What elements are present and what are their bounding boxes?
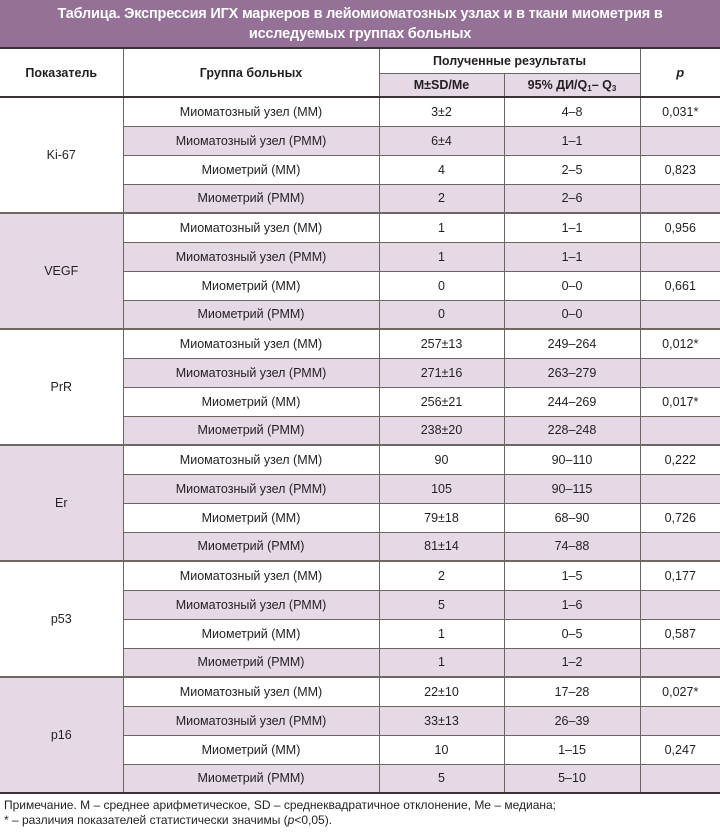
p-value-cell: 0,031* — [640, 97, 720, 126]
note-line-2 — [4, 813, 716, 828]
p-value-cell — [640, 242, 720, 271]
msd-cell: 0 — [379, 271, 504, 300]
msd-cell: 33±13 — [379, 706, 504, 735]
p-value-cell: 0,247 — [640, 735, 720, 764]
marker-cell: Er — [0, 445, 123, 561]
table-row — [0, 677, 720, 706]
group-cell: Миометрий (ММ) — [123, 387, 379, 416]
note-line-1: Примечание. M – среднее арифметическое, SD – среднеквадратичное отклонение, Me – медиана; — [4, 798, 556, 812]
msd-cell: 2 — [379, 561, 504, 590]
marker-group — [0, 445, 720, 561]
group-cell: Миоматозный узел (РММ) — [123, 358, 379, 387]
p-value-cell — [640, 358, 720, 387]
table-note — [0, 794, 720, 828]
p-value-cell: 0,177 — [640, 561, 720, 590]
msd-cell: 22±10 — [379, 677, 504, 706]
p-value-cell — [640, 474, 720, 503]
msd-cell: 3±2 — [379, 97, 504, 126]
msd-cell: 238±20 — [379, 416, 504, 445]
msd-cell: 5 — [379, 590, 504, 619]
group-cell: Миометрий (РММ) — [123, 648, 379, 677]
p-value-cell: 0,823 — [640, 155, 720, 184]
table-row — [0, 561, 720, 590]
msd-cell: 79±18 — [379, 503, 504, 532]
p-value-cell: 0,726 — [640, 503, 720, 532]
ci-cell: 249–264 — [504, 329, 640, 358]
msd-cell: 4 — [379, 155, 504, 184]
ci-cell: 26–39 — [504, 706, 640, 735]
msd-cell: 90 — [379, 445, 504, 474]
p-value-cell: 0,012* — [640, 329, 720, 358]
group-cell: Миоматозный узел (РММ) — [123, 126, 379, 155]
ci-cell: 1–1 — [504, 242, 640, 271]
msd-cell: 257±13 — [379, 329, 504, 358]
marker-cell: VEGF — [0, 213, 123, 329]
group-cell: Миометрий (ММ) — [123, 735, 379, 764]
msd-cell: 271±16 — [379, 358, 504, 387]
group-cell: Миометрий (РММ) — [123, 300, 379, 329]
group-cell: Миоматозный узел (РММ) — [123, 706, 379, 735]
table-title: Таблица. Экспрессия ИГХ маркеров в лейомиоматозных узлах и в ткани миометрия в исследуемых группах больных — [0, 0, 720, 47]
results-table — [0, 47, 720, 794]
marker-cell: PrR — [0, 329, 123, 445]
p-value-cell — [640, 184, 720, 213]
ci-cell: 0–0 — [504, 271, 640, 300]
header-msd: M±SD/Me — [379, 73, 504, 97]
p-value-cell — [640, 532, 720, 561]
group-cell: Миометрий (РММ) — [123, 532, 379, 561]
msd-cell: 81±14 — [379, 532, 504, 561]
header-group: Группа больных — [123, 48, 379, 97]
marker-group — [0, 213, 720, 329]
msd-cell: 10 — [379, 735, 504, 764]
p-value-cell: 0,222 — [640, 445, 720, 474]
note-line-2-text: * – различия показателей статистически значимы ( — [4, 813, 288, 827]
group-cell: Миометрий (ММ) — [123, 271, 379, 300]
marker-cell: p53 — [0, 561, 123, 677]
p-value-cell — [640, 648, 720, 677]
ci-cell: 90–110 — [504, 445, 640, 474]
p-value-cell: 0,027* — [640, 677, 720, 706]
ci-cell: 1–5 — [504, 561, 640, 590]
ci-cell: 2–5 — [504, 155, 640, 184]
msd-cell: 5 — [379, 764, 504, 793]
p-value-cell — [640, 416, 720, 445]
ci-cell: 228–248 — [504, 416, 640, 445]
ci-cell: 0–5 — [504, 619, 640, 648]
p-value-cell — [640, 590, 720, 619]
header-results: Полученные результаты — [379, 48, 640, 73]
group-cell: Миометрий (РММ) — [123, 764, 379, 793]
msd-cell: 0 — [379, 300, 504, 329]
marker-group — [0, 97, 720, 213]
p-value-cell: 0,956 — [640, 213, 720, 242]
ci-cell: 1–2 — [504, 648, 640, 677]
ci-cell: 5–10 — [504, 764, 640, 793]
marker-cell: Ki-67 — [0, 97, 123, 213]
ci-cell: 1–6 — [504, 590, 640, 619]
marker-group — [0, 561, 720, 677]
table-row — [0, 97, 720, 126]
ci-cell: 1–15 — [504, 735, 640, 764]
p-value-cell — [640, 300, 720, 329]
ci-cell: 1–1 — [504, 126, 640, 155]
group-cell: Миоматозный узел (ММ) — [123, 213, 379, 242]
msd-cell: 1 — [379, 213, 504, 242]
msd-cell: 1 — [379, 648, 504, 677]
group-cell: Миометрий (РММ) — [123, 416, 379, 445]
p-value-cell — [640, 764, 720, 793]
header-ci: 95% $ДИ/Q_1-$ $Q_3$ — [504, 73, 640, 97]
marker-group — [0, 329, 720, 445]
ci-cell: 0–0 — [504, 300, 640, 329]
ci-cell: 2–6 — [504, 184, 640, 213]
p-value-cell — [640, 706, 720, 735]
group-cell: Миоматозный узел (ММ) — [123, 561, 379, 590]
group-cell: Миоматозный узел (ММ) — [123, 677, 379, 706]
note-line-2-p: p — [287, 813, 295, 827]
msd-cell: 1 — [379, 242, 504, 271]
marker-group — [0, 677, 720, 793]
ci-cell: 68–90 — [504, 503, 640, 532]
ci-cell: 1–1 — [504, 213, 640, 242]
group-cell: Миоматозный узел (РММ) — [123, 242, 379, 271]
marker-cell: p16 — [0, 677, 123, 793]
ci-cell: 4–8 — [504, 97, 640, 126]
ci-cell: 263–279 — [504, 358, 640, 387]
ci-cell: 74–88 — [504, 532, 640, 561]
msd-cell: 2 — [379, 184, 504, 213]
note-line-2-suffix: <0,05). — [294, 813, 333, 827]
group-cell: Миоматозный узел (ММ) — [123, 329, 379, 358]
group-cell: Миометрий (РММ) — [123, 184, 379, 213]
msd-cell: 256±21 — [379, 387, 504, 416]
header-p: p — [640, 48, 720, 97]
ci-cell: 244–269 — [504, 387, 640, 416]
group-cell: Миоматозный узел (ММ) — [123, 97, 379, 126]
group-cell: Миометрий (ММ) — [123, 155, 379, 184]
p-value-cell: 0,587 — [640, 619, 720, 648]
group-cell: Миоматозный узел (ММ) — [123, 445, 379, 474]
ci-cell: 90–115 — [504, 474, 640, 503]
p-value-cell: 0,661 — [640, 271, 720, 300]
ci-cell: 17–28 — [504, 677, 640, 706]
group-cell: Миоматозный узел (РММ) — [123, 474, 379, 503]
group-cell: Миометрий (ММ) — [123, 619, 379, 648]
p-value-cell: 0,017* — [640, 387, 720, 416]
group-cell: Миоматозный узел (РММ) — [123, 590, 379, 619]
msd-cell: 6±4 — [379, 126, 504, 155]
p-value-cell — [640, 126, 720, 155]
header-indicator: Показатель — [0, 48, 123, 97]
msd-cell: 1 — [379, 619, 504, 648]
table-row — [0, 445, 720, 474]
table-row — [0, 329, 720, 358]
table-row — [0, 213, 720, 242]
group-cell: Миометрий (ММ) — [123, 503, 379, 532]
msd-cell: 105 — [379, 474, 504, 503]
table-header — [0, 48, 720, 97]
